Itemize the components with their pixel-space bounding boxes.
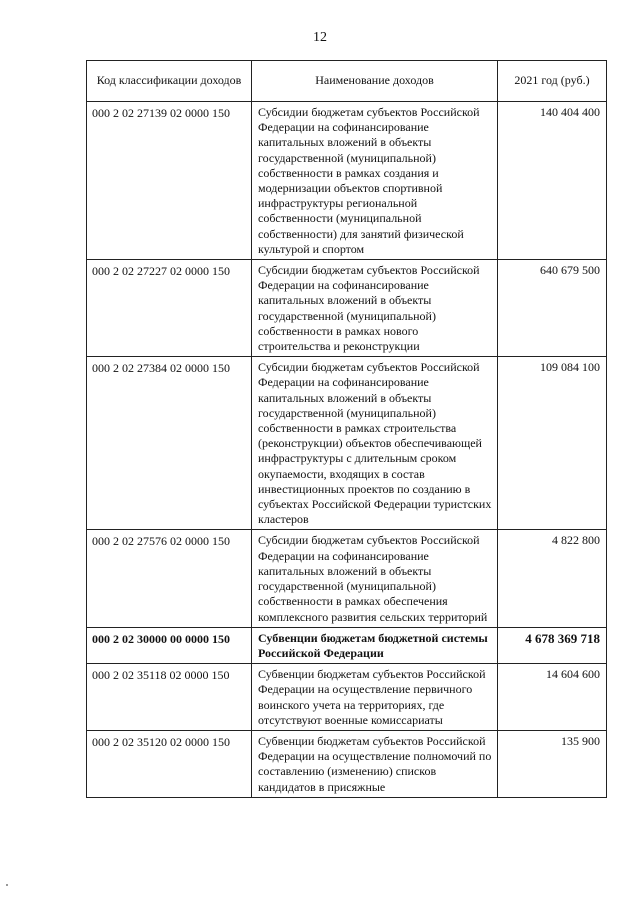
table-row (87, 730, 607, 797)
table-row (87, 102, 607, 260)
classification-code: 000 2 02 35120 02 0000 150 (87, 730, 252, 797)
amount: 14 604 600 (498, 664, 607, 731)
classification-code: 000 2 02 27227 02 0000 150 (87, 260, 252, 357)
amount: 4 678 369 718 (498, 627, 607, 663)
table-row (87, 530, 607, 627)
header-name: Наименование доходов (252, 61, 498, 102)
scan-speck (6, 884, 8, 886)
classification-code: 000 2 02 30000 00 0000 150 (87, 627, 252, 663)
classification-code: 000 2 02 27384 02 0000 150 (87, 357, 252, 530)
income-name: Субсидии бюджетам субъектов Российской Федерации на софинансирование капитальных вложений в объекты государственной (муниципальной) собственности в рамках нового строительства и реконструкции (252, 260, 498, 357)
table-body (87, 102, 607, 798)
amount: 135 900 (498, 730, 607, 797)
classification-code: 000 2 02 27139 02 0000 150 (87, 102, 252, 260)
income-name: Субсидии бюджетам субъектов Российской Федерации на софинансирование капитальных вложений в объекты государственной (муниципальной) собственности в рамках обеспечения комплексного развития сельских территорий (252, 530, 498, 627)
classification-code: 000 2 02 35118 02 0000 150 (87, 664, 252, 731)
table-header (87, 61, 607, 102)
table-row (87, 357, 607, 530)
income-name: Субсидии бюджетам субъектов Российской Федерации на софинансирование капитальных вложений в объекты государственной (муниципальной) собственности в рамках строительства (реконструкции) объектов обеспечивающей инфраструктуры с длительным сроком окупаемости, входящих в состав инвестиционных проектов по созданию в субъектах Российской Федерации туристских кластеров (252, 357, 498, 530)
table-row (87, 260, 607, 357)
income-name: Субсидии бюджетам субъектов Российской Федерации на софинансирование капитальных вложений в объекты государственной (муниципальной) собственности в рамках создания и модернизации объектов спортивной инфраструктуры региональной собственности (муниципальной собственности) для занятий физической культурой и спортом (252, 102, 498, 260)
header-code: Код классификации доходов (87, 61, 252, 102)
amount: 109 084 100 (498, 357, 607, 530)
amount: 4 822 800 (498, 530, 607, 627)
income-name: Субвенции бюджетам субъектов Российской Федерации на осуществление полномочий по составлению (изменению) списков кандидатов в присяжные (252, 730, 498, 797)
classification-code: 000 2 02 27576 02 0000 150 (87, 530, 252, 627)
page-number: 12 (313, 30, 327, 45)
amount: 140 404 400 (498, 102, 607, 260)
header-row (87, 61, 607, 102)
table-row (87, 664, 607, 731)
income-name: Субвенции бюджетам субъектов Российской Федерации на осуществление первичного воинского учета на территориях, где отсутствуют военные комиссариаты (252, 664, 498, 731)
header-amount: 2021 год (руб.) (498, 61, 607, 102)
income-name: Субвенции бюджетам бюджетной системы Российской Федерации (252, 627, 498, 663)
amount: 640 679 500 (498, 260, 607, 357)
income-table (86, 60, 607, 798)
table-row-subtotal (87, 627, 607, 663)
